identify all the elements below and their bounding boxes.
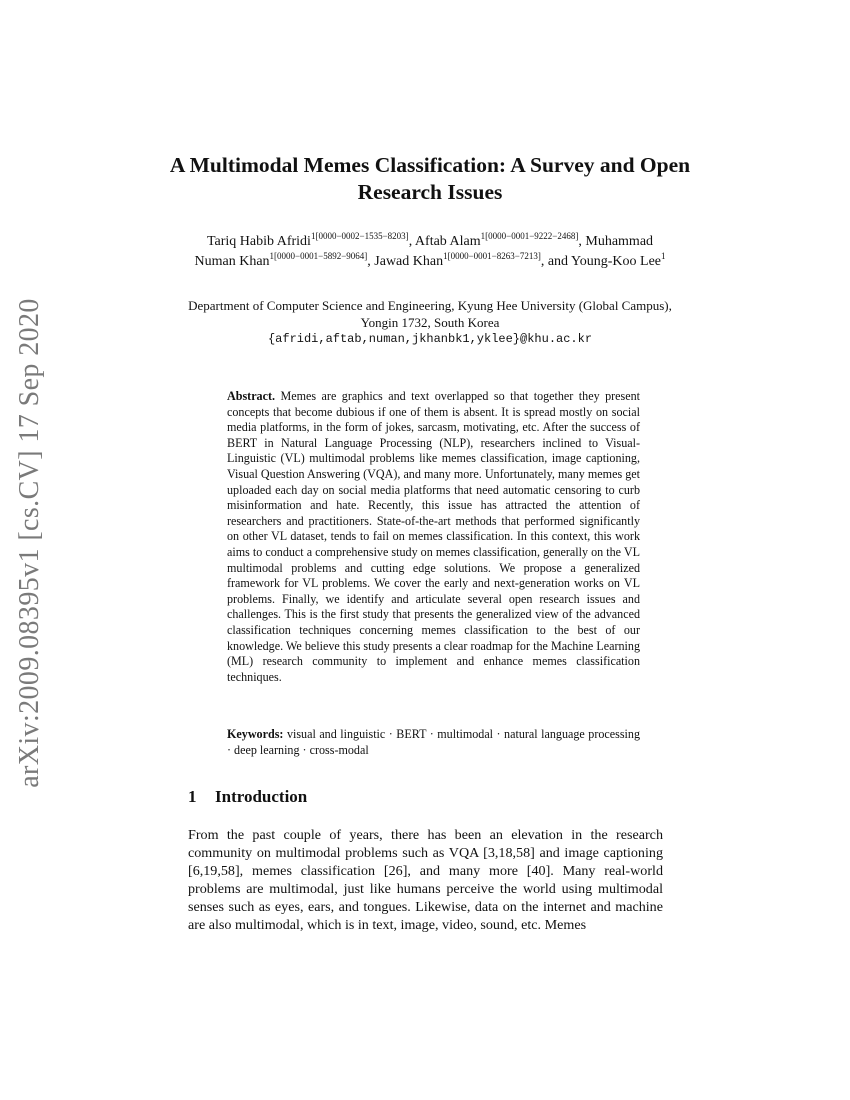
author-emails: {afridi,aftab,numan,jkhanbk1,yklee}@khu.ac.kr [267,332,593,346]
keywords-text: visual and linguistic · BERT · multimodal · natural language processing · deep learning · cross-modal [227,727,640,757]
author-list [190,232,670,272]
introduction-paragraph: From the past couple of years, there has been an elevation in the research community on multimodal problems such as VQA [3,18,58] and image captioning [6,19,58], memes classification [26], and many more [40]. Many real-world problems are multimodal, just like humans perceive the world using multimodal senses such as eyes, ears, and tongues. Likewise, data on the internet and machine are also multimodal, which is in text, image, video, sound, etc. Memes [188,827,663,933]
keywords-label: Keywords: [227,727,284,741]
author: Jawad Khan$^{1[0000-0001-8263-7213]}$, and [374,251,572,269]
section-title: Introduction [215,787,308,806]
arxiv-identifier: arXiv:2009.08395v1 [cs.CV] 17 Sep 2020 [14,297,46,788]
affiliation: Department of Computer Science and Engineering, Kyung Hee University (Global Campus), Yongin 1732, South Korea [188,298,672,330]
section-heading [188,787,307,807]
author: Tariq Habib Afridi$^{1[0000-0002-1535-8203]}$, [206,231,415,249]
section-number: 1 [188,787,197,806]
keywords [227,727,640,758]
author: Young-Koo Lee$^1$ [571,251,666,269]
abstract-text: Memes are graphics and text overlapped so that together they present concepts that become dubious if one of them is absent. It is spread mostly on social media platforms, in the form of jokes, sarcasm, motivating, etc. After the success of BERT in Natural Language Processing (NLP), researchers inclined to Visual-Linguistic (VL) multimodal problems like memes classification, image captioning, Visual Question Answering (VQA), and many more. Unfortunately, many memes get uploaded each day on social media platforms that need automatic censoring to curb misinformation and hate. Recently, this issue has attracted the attention of researchers and practitioners. State-of-the-art methods that performed significantly on other VL dataset, tends to fail on memes classification. In this context, this work aims to conduct a comprehensive study on memes classification, generally on the VL multimodal problems and cutting edge solutions. We propose a generalized framework for VL problems. We cover the early and next-generation works on VL problems. Finally, we identify and articulate several open research issues and challenges. This is the first study that presents the generalized view of the advanced classification techniques concerning memes classification to the best of our knowledge. We believe this study presents a clear roadmap for the Machine Learning (ML) research community to implement and enhance memes classification techniques. [227,389,640,684]
author: Aftab Alam$^{1[0000-0001-9222-2468]}$, [414,231,586,249]
abstract [227,389,640,685]
author: Muhammad Numan Khan$^{1[0000-0001-5892-9064]}$, [194,234,654,269]
arxiv-sidebar-stamp [4,290,56,795]
paper-title: A Multimodal Memes Classification: A Survey and Open Research Issues [169,153,691,204]
abstract-label: Abstract. [227,389,276,403]
